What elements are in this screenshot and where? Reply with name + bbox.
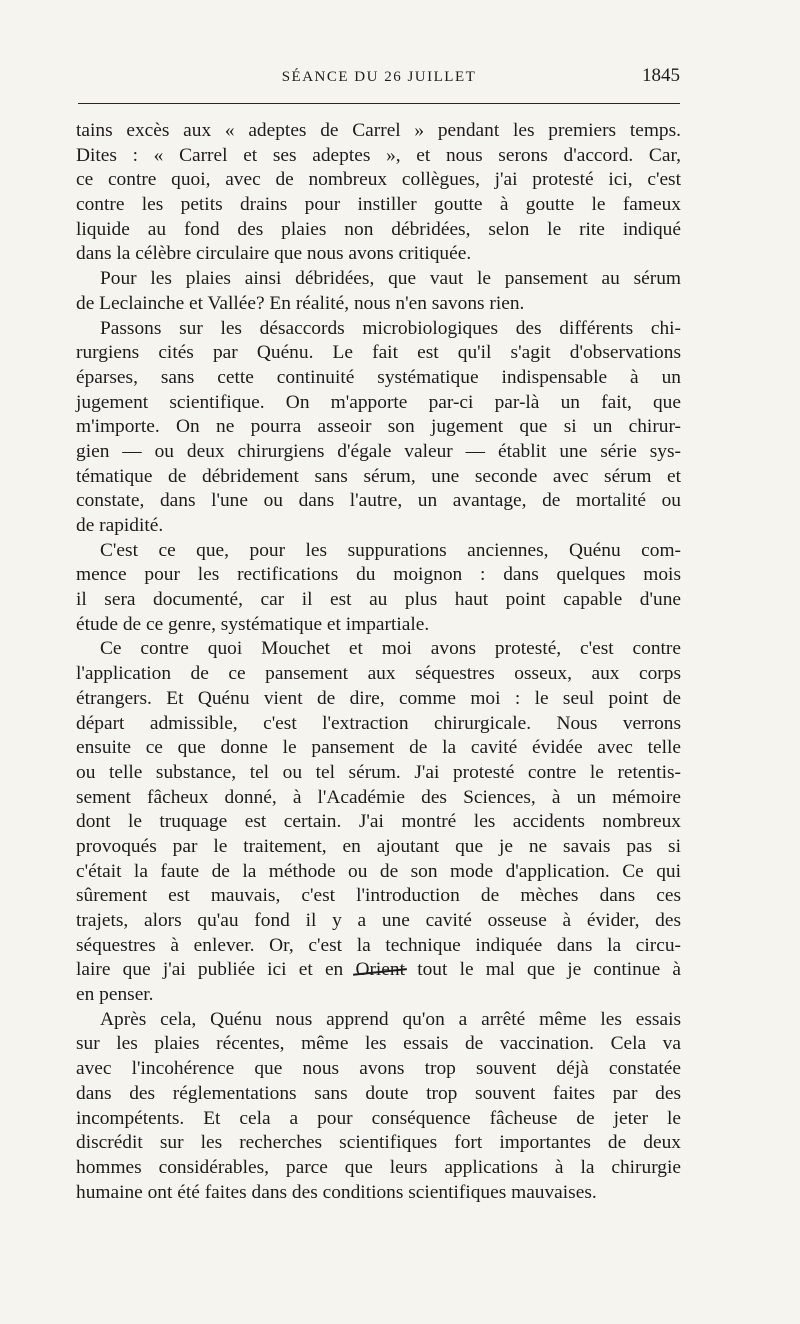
text-line: en penser. [76,984,154,1006]
text-line: dans la célèbre circulaire que nous avons critiquée. [76,243,472,265]
page-header [78,66,680,90]
text-line: C'est ce que, pour les suppurations anciennes, Quénu com- [100,539,681,561]
text-line: constate, dans l'une ou dans l'autre, un avantage, de mortalité ou [76,490,681,512]
text-fragment: tout le mal que je continue à [417,959,681,981]
text-line: Passons sur les désaccords microbiologiques des différents chi- [100,317,681,339]
text-line: Pour les plaies ainsi débridées, que vaut le pansement au sérum [100,268,681,290]
text-line: ou telle substance, tel ou tel sérum. J'ai protesté contre le retentis- [76,761,681,783]
text-line: humaine ont été faites dans des conditions scientifiques mauvaises. [76,1181,597,1203]
text-line: dans des réglementations sans doute trop souvent faites par des [76,1082,681,1104]
text-line: sement fâcheux donné, à l'Académie des Sciences, à un mémoire [76,786,681,808]
text-line: étude de ce genre, systématique et impartiale. [76,613,430,635]
text-line: Dites : « Carrel et ses adeptes », et nous serons d'accord. Car, [76,144,681,166]
text-line: tains excès aux « adeptes de Carrel » pendant les premiers temps. [76,120,681,141]
header-rule [78,103,680,104]
text-line: c'était la faute de la méthode ou de son mode d'application. Ce qui [76,860,681,882]
text-line: tématique de débridement sans sérum, une seconde avec sérum et [76,465,681,487]
text-line: rurgiens cités par Quénu. Le fait est qu'il s'agit d'observations [76,342,681,364]
text-line: Ce contre quoi Mouchet et moi avons protesté, c'est contre [100,638,681,660]
text-line: sur les plaies récentes, même les essais de vaccination. Cela va [76,1033,681,1055]
page-number: 1845 [642,65,680,86]
text-line: ensuite ce que donne le pansement de la cavité évidée avec telle [76,737,681,759]
text-line: départ admissible, c'est l'extraction chirurgicale. Nous verrons [76,712,681,734]
body-text [76,119,681,1205]
text-line: de rapidité. [76,515,164,536]
struck-out-word: Orient [355,958,405,983]
text-line: de Leclainche et Vallée? En réalité, nous n'en savons rien. [76,292,525,314]
text-fragment: laire que j'ai publiée ici et en [76,959,344,981]
text-line: gien — ou deux chirurgiens d'égale valeur — établit une série sys- [76,440,681,462]
text-line: éparses, sans cette continuité systématique indispensable à un [76,366,681,388]
text-line: liquide au fond des plaies non débridées, selon le rite indiqué [76,218,681,240]
text-line-with-strikethrough [76,958,681,983]
text-line: il sera documenté, car il est au plus haut point capable d'une [76,589,681,611]
text-line: provoqués par le traitement, en ajoutant que je ne savais pas si [76,835,681,857]
text-line: séquestres à enlever. Or, c'est la technique indiquée dans la circu- [76,934,681,956]
running-head: SÉANCE DU 26 JUILLET [281,69,477,85]
text-line: étrangers. Et Quénu vient de dire, comme moi : le seul point de [76,687,681,709]
text-line: hommes considérables, parce que leurs applications à la chirurgie [76,1156,681,1178]
text-line: sûrement est mauvais, c'est l'introduction de mèches dans ces [76,885,681,907]
text-line: Après cela, Quénu nous apprend qu'on a arrêté même les essais [100,1008,681,1030]
text-line: avec l'incohérence que nous avons trop souvent déjà constatée [76,1058,681,1080]
text-line: l'application de ce pansement aux séquestres osseux, aux corps [76,663,681,685]
text-line: contre les petits drains pour instiller goutte à goutte le fameux [76,194,681,216]
text-line: trajets, alors qu'au fond il y a une cavité osseuse à évider, des [76,910,681,931]
text-line: ce contre quoi, avec de nombreux collègues, j'ai protesté ici, c'est [76,169,681,191]
text-line: dont le truquage est certain. J'ai montré les accidents nombreux [76,811,681,833]
text-line: jugement scientifique. On m'apporte par-ci par-là un fait, que [76,391,681,413]
text-line: m'importe. On ne pourra asseoir son jugement que si un chirur- [76,416,681,438]
text-line: discrédit sur les recherches scientifiques fort importantes de deux [76,1132,681,1154]
text-line: incompétents. Et cela a pour conséquence fâcheuse de jeter le [76,1107,681,1129]
text-line: mence pour les rectifications du moignon : dans quelques mois [76,564,681,586]
